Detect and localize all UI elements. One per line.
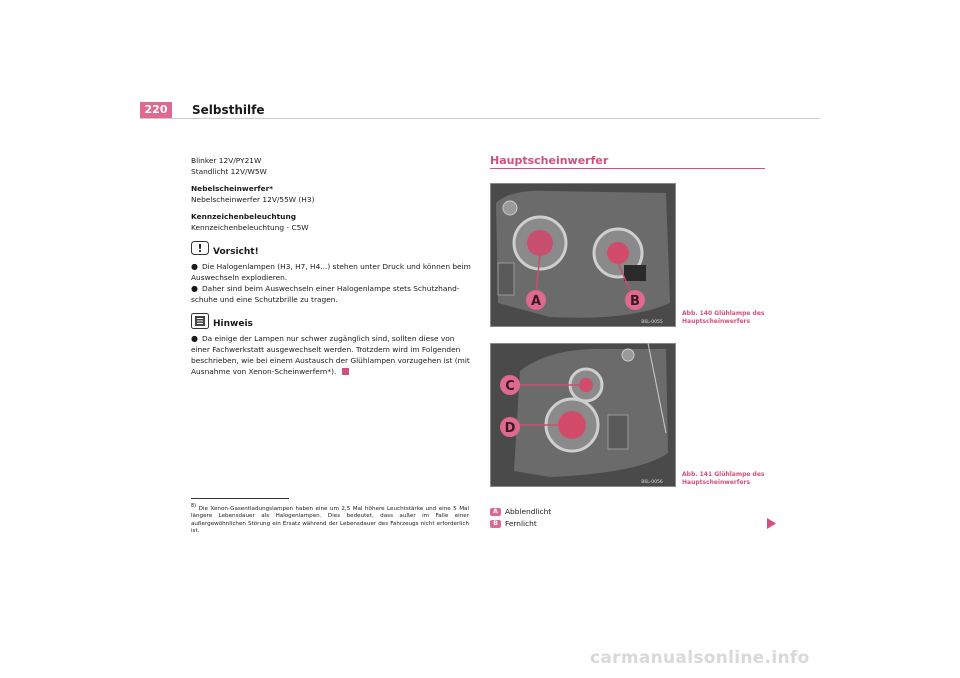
legend-text: Fernlicht — [505, 519, 537, 528]
watermark: carmanualsonline.info — [590, 648, 810, 668]
headlight-figure-141 — [490, 343, 676, 487]
bullet-icon: ● — [191, 284, 198, 293]
caution-item: ● Daher sind beim Auswechseln einer Halogenlampe stets Schutzhand-schuhe und eine Schutzbrille zu tragen. — [191, 284, 460, 304]
footnote-text: Die Xenon-Gasentladungslampen haben eine um 2,5 Mal höhere Leuchtstärke und eine 5 Mal längere Lebensdauer als Halogenlampen. Dies bedeutet, dass außer im Falle einer außergewöhnlichen Störung ein Ersatz während der Lebensdauer des Fahrzeugs nicht erforderlich ist. — [191, 505, 470, 535]
figure-code: B6L-0056 — [641, 480, 663, 485]
footnote-divider — [191, 498, 289, 499]
caution-label: Vorsicht! — [213, 247, 259, 257]
legend-badge: A — [490, 508, 501, 516]
spec-line: Nebelscheinwerfer 12V/55W (H3) — [191, 195, 315, 204]
figure-code: B6L-0055 — [641, 320, 663, 325]
figure-caption-141: Abb. 141 Glühlampe des Hauptscheinwerfers — [682, 471, 765, 486]
warning-icon — [191, 241, 209, 255]
footnote-marker: 8) — [191, 503, 197, 509]
bullet-icon: ● — [191, 334, 198, 343]
left-column — [191, 155, 471, 377]
legend-badge: B — [490, 520, 501, 528]
spec-line: Blinker 12V/PY21W — [191, 156, 262, 165]
plate-heading: Kennzeichenbeleuchtung — [191, 212, 296, 221]
note-label: Hinweis — [213, 319, 253, 329]
caution-item: ● Die Halogenlampen (H3, H7, H4...) stehen unter Druck und können beim Auswechseln explodieren. — [191, 262, 471, 282]
legend-item — [490, 506, 551, 517]
figure-label-b: B — [630, 294, 640, 309]
section-divider — [490, 168, 765, 169]
svg-text:!: ! — [197, 242, 203, 255]
page-number: 220 — [140, 102, 172, 118]
header-divider — [140, 118, 820, 119]
fog-heading: Nebelscheinwerfer* — [191, 184, 274, 193]
chapter-title: Selbsthilfe — [192, 103, 265, 117]
spec-line: Standlicht 12V/W5W — [191, 167, 267, 176]
legend-item — [490, 518, 537, 529]
footnote — [191, 503, 469, 535]
notepad-icon — [191, 313, 209, 329]
headlight-figure-140 — [490, 183, 676, 327]
spec-line: Kennzeichenbeleuchtung - C5W — [191, 223, 309, 232]
caution-heading — [191, 241, 471, 261]
figure-label-c: C — [505, 379, 515, 394]
bullet-icon: ● — [191, 262, 198, 271]
next-page-arrow-icon[interactable] — [767, 518, 776, 529]
figure-caption-140: Abb. 140 Glühlampe des Hauptscheinwerfers — [682, 310, 765, 325]
end-marker-icon — [342, 368, 349, 375]
legend-text: Abblendlicht — [505, 507, 552, 516]
note-heading — [191, 313, 471, 333]
figure-label-a: A — [530, 294, 542, 309]
note-item: ● Da einige der Lampen nur schwer zugänglich sind, sollten diese von einer Fachwerkstatt ausgewechselt werden. Trotzdem wird im Folgenden beschrieben, wie bei einem Austausch der Glühlampen vorzugehen ist (mit Ausnahme von Xenon-Scheinwerfern*). — [191, 334, 470, 376]
section-title: Hauptscheinwerfer — [490, 154, 609, 167]
figure-label-d: D — [504, 421, 516, 436]
